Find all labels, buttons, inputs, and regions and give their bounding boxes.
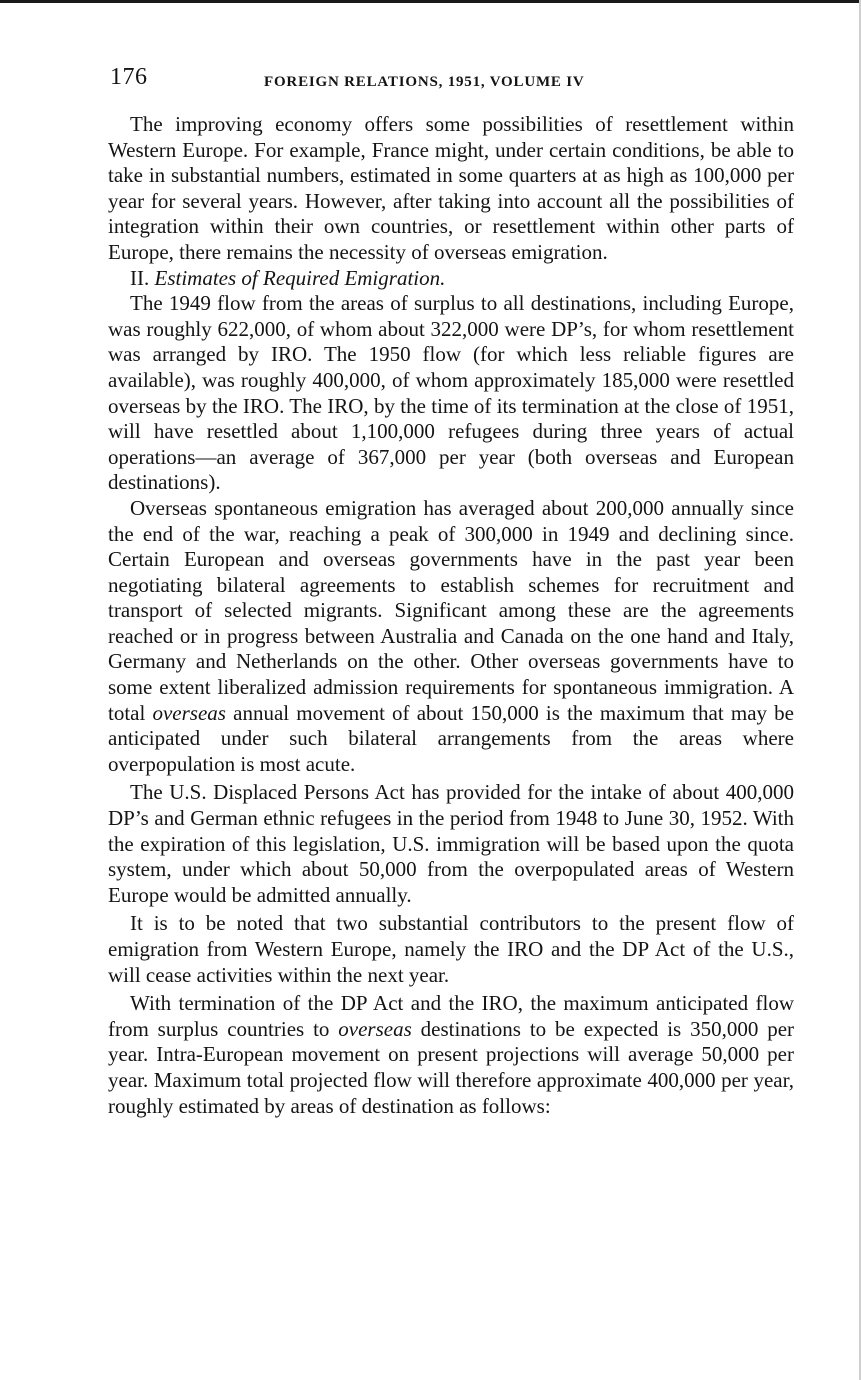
running-head-title: FOREIGN RELATIONS, 1951, VOLUME IV: [264, 74, 585, 90]
paragraph-contributors: It is to be noted that two substantial contributors to the present flow of emigration from Western Europe, namely the IRO and the DP Act of the U.S., will cease activities within the next year.: [108, 911, 794, 987]
document-body: [108, 112, 794, 1119]
emphasis-overseas: overseas: [152, 700, 226, 725]
paragraph-resettlement-europe: The improving economy offers some possibilities of resettlement within Western Europe. For example, France might, under certain conditions, be able to take in substantial numbers, estimated in some quarters at as high as 100,000 per year for several years. However, after taking into account all the possibilities of integration within their own countries, or resettlement within other parts of Europe, there remains the necessity of overseas emigration.: [108, 112, 794, 264]
page-number: 176: [110, 64, 148, 90]
paragraph-text: Overseas spontaneous emigration has averaged about 200,000 annually since the end of the war, reaching a peak of 300,000 in 1949 and declining since. Certain European and overseas governments have in the past year been negotiating bilateral agreements to establish schemes for recruitment and transport of selected migrants. Significant among these are the agreements reached or in progress between Australia and Canada on the one hand and Italy, Germany and Netherlands on the other. Other overseas governments have to some extent liberalized admission requirements for spontaneous immigration. A total: [108, 495, 794, 725]
section-heading: [108, 266, 794, 292]
paragraph-text: With termination of the DP Act and the IRO, the maximum anticipated flow from surplus countries to: [108, 991, 794, 1041]
paragraph-1949-flow: The 1949 flow from the areas of surplus to all destinations, including Europe, was roughly 622,000, of whom about 322,000 were DP’s, for whom resettlement was arranged by IRO. The 1950 flow (for which less reliable figures are available), was roughly 400,000, of whom approximately 185,000 were resettled overseas by the IRO. The IRO, by the time of its termination at the close of 1951, will have resettled about 1,100,000 refugees during three years of actual operations—an average of 367,000 per year (both overseas and European destinations).: [108, 291, 794, 495]
running-head: [108, 62, 794, 98]
paragraph-maximum-flow: [108, 991, 794, 1119]
section-number: II.: [130, 265, 150, 290]
paragraph-text: destinations to be expected is 350,000 per year. Intra-European movement on present projections will average 50,000 per year. Maximum total projected flow will therefore approximate 400,000 per year, roughly estimated by areas of destination as follows:: [108, 1016, 795, 1118]
paragraph-text: annual movement of about 150,000 is the maximum that may be anticipated under such bilateral arrangements from the areas where overpopulation is most acute.: [108, 700, 794, 776]
emphasis-overseas: overseas: [338, 1016, 412, 1041]
section-title: Estimates of Required Emigration.: [154, 265, 446, 290]
paragraph-overseas-spontaneous: [108, 496, 794, 778]
paragraph-dp-act: The U.S. Displaced Persons Act has provided for the intake of about 400,000 DP’s and German ethnic refugees in the period from 1948 to June 30, 1952. With the expiration of this legislation, U.S. immigration will be based upon the quota system, under which about 50,000 from the overpopulated areas of Western Europe would be admitted annually.: [108, 780, 794, 907]
page-top-edge: [0, 0, 861, 3]
document-page: [108, 62, 794, 1119]
